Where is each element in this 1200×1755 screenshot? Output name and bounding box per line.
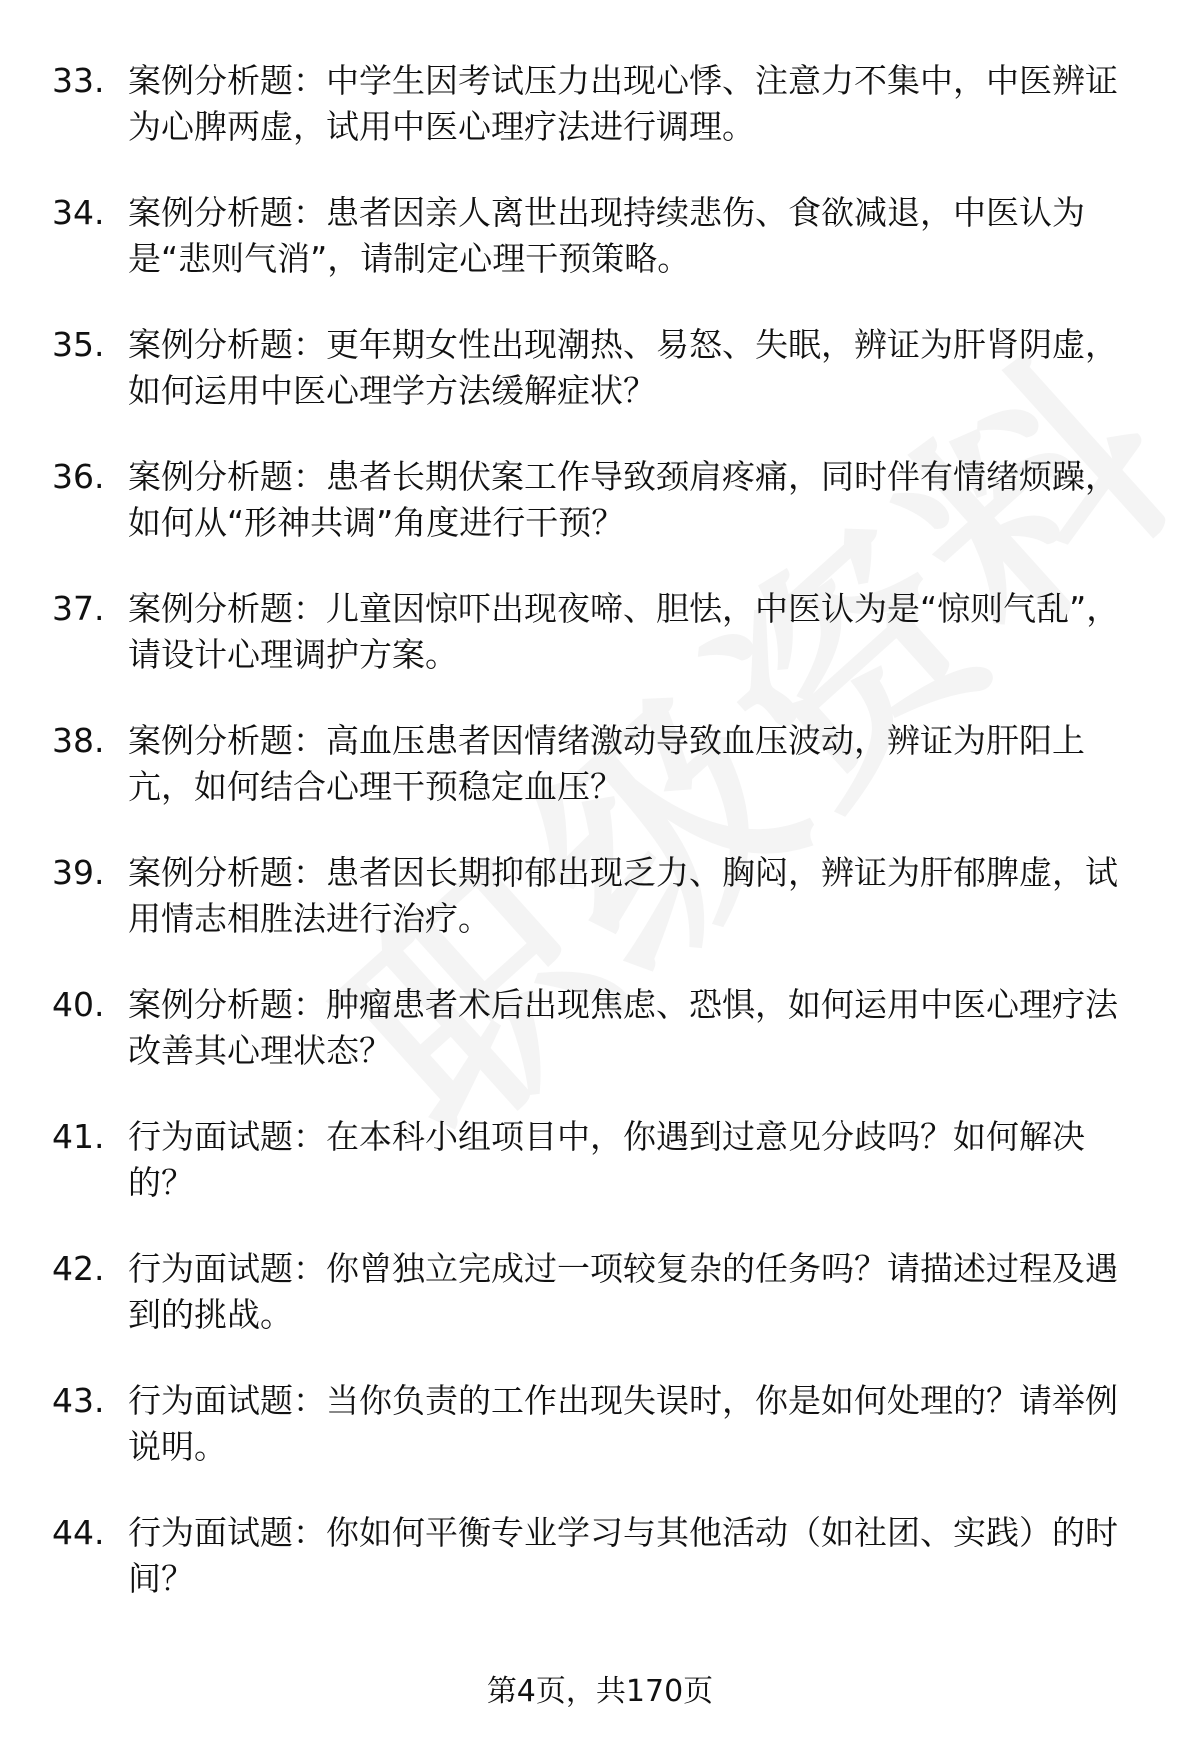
question-text: 案例分析题：高血压患者因情绪激动导致血压波动，辨证为肝阳上亢，如何结合心理干预稳定血压？ [128, 721, 1085, 806]
question-number: 42. [52, 1249, 105, 1288]
question-text: 案例分析题：中学生因考试压力出现心悸、注意力不集中，中医辨证为心脾两虚，试用中医心理疗法进行调理。 [128, 61, 1118, 146]
question-item [0, 1246, 1200, 1378]
page-footer: 第4页，共170页 [486, 1674, 714, 1709]
question-item [0, 322, 1200, 454]
question-text: 案例分析题：患者长期伏案工作导致颈肩疼痛，同时伴有情绪烦躁，如何从“形神共调”角度进行干预？ [128, 457, 1118, 542]
question-item [0, 718, 1200, 850]
question-item [0, 58, 1200, 190]
question-number: 41. [52, 1117, 105, 1156]
question-text: 案例分析题：儿童因惊吓出现夜啼、胆怯，中医认为是“惊则气乱”，请设计心理调护方案。 [128, 589, 1120, 674]
question-item [0, 190, 1200, 322]
question-text: 行为面试题：在本科小组项目中，你遇到过意见分歧吗？如何解决的？ [128, 1117, 1085, 1202]
question-number: 33. [52, 61, 105, 100]
question-number: 34. [52, 193, 105, 232]
question-number: 44. [52, 1513, 105, 1552]
question-item [0, 850, 1200, 982]
question-item [0, 1378, 1200, 1510]
question-text: 行为面试题：当你负责的工作出现失误时，你是如何处理的？请举例说明。 [128, 1381, 1118, 1466]
question-number: 35. [52, 325, 105, 364]
question-item [0, 1114, 1200, 1246]
question-number: 39. [52, 853, 105, 892]
question-text: 行为面试题：你如何平衡专业学习与其他活动（如社团、实践）的时间？ [128, 1513, 1118, 1598]
question-item [0, 1510, 1200, 1642]
question-item [0, 586, 1200, 718]
question-text: 案例分析题：更年期女性出现潮热、易怒、失眠，辨证为肝肾阴虚，如何运用中医心理学方法缓解症状？ [128, 325, 1118, 410]
question-number: 38. [52, 721, 105, 760]
question-number: 40. [52, 985, 105, 1024]
question-number: 43. [52, 1381, 105, 1420]
question-text: 案例分析题：肿瘤患者术后出现焦虑、恐惧，如何运用中医心理疗法改善其心理状态？ [128, 985, 1118, 1070]
question-list [0, 58, 1200, 1642]
question-item [0, 982, 1200, 1114]
question-number: 36. [52, 457, 105, 496]
question-number: 37. [52, 589, 105, 628]
question-item [0, 454, 1200, 586]
question-text: 案例分析题：患者因亲人离世出现持续悲伤、食欲减退，中医认为是“悲则气消”，请制定心理干预策略。 [128, 193, 1085, 278]
question-text: 行为面试题：你曾独立完成过一项较复杂的任务吗？请描述过程及遇到的挑战。 [128, 1249, 1118, 1334]
question-text: 案例分析题：患者因长期抑郁出现乏力、胸闷，辨证为肝郁脾虚，试用情志相胜法进行治疗。 [128, 853, 1118, 938]
